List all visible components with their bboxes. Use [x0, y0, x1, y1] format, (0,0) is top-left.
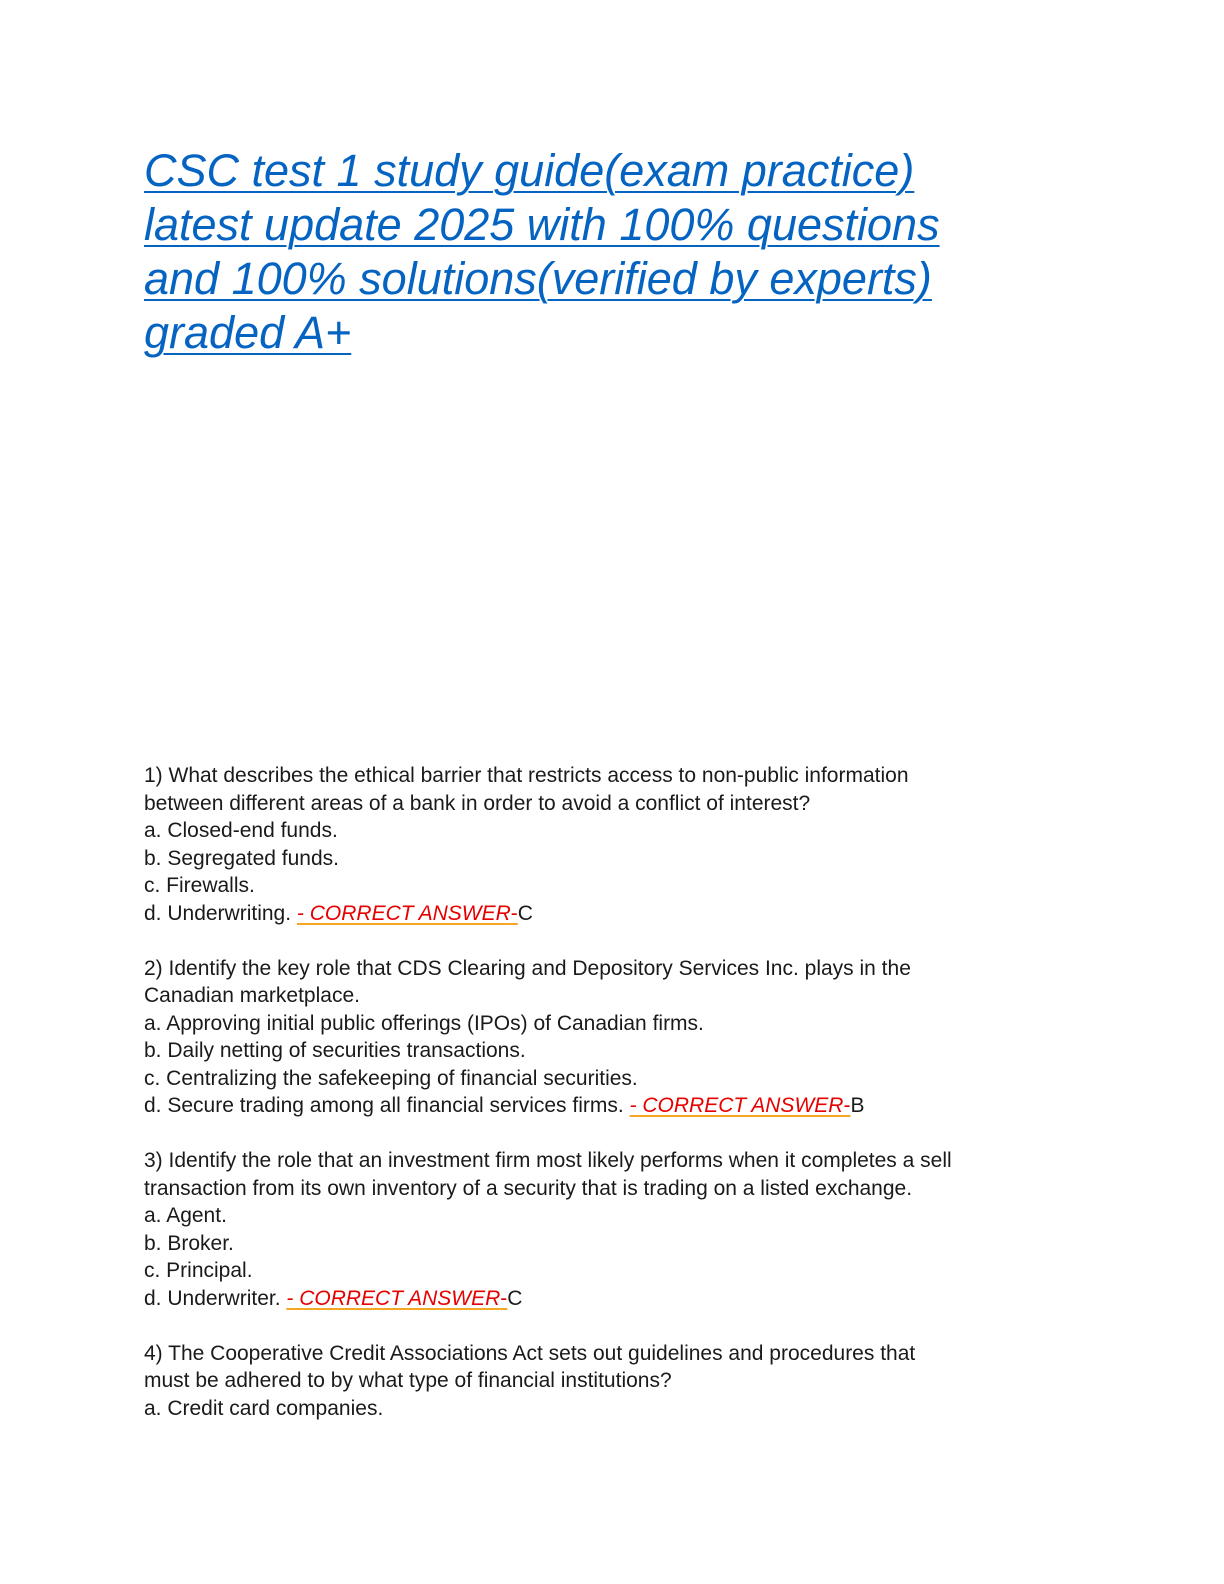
option-d: d. Secure trading among all financial services firms. — [144, 1094, 630, 1117]
correct-answer-dash: - — [843, 1094, 851, 1117]
question-text: 4) The Cooperative Credit Associations Act sets out guidelines and procedures that — [144, 1341, 916, 1365]
correct-answer-label: - CORRECT ANSWER — [629, 1094, 844, 1117]
question-1 — [144, 762, 1084, 927]
option-b: b. Daily netting of securities transactions. — [144, 1039, 526, 1062]
option-c: c. Centralizing the safekeeping of financial securities. — [144, 1066, 638, 1090]
question-text: Canadian marketplace. — [144, 984, 360, 1007]
answer-letter: C — [517, 901, 533, 925]
option-c: c. Firewalls. — [144, 874, 255, 897]
question-text: between different areas of a bank in order to avoid a conflict of interest? — [144, 791, 811, 815]
question-3 — [144, 1147, 1084, 1312]
answer-letter: C — [507, 1286, 523, 1310]
title-line: and 100% solutions(verified by experts) — [144, 253, 932, 304]
option-b: b. Segregated funds. — [144, 846, 339, 870]
question-text: 3) Identify the role that an investment firm most likely performs when it completes a sell — [144, 1149, 952, 1172]
option-d-line — [144, 1285, 1084, 1313]
question-text: must be adhered to by what type of financial institutions? — [144, 1369, 672, 1392]
option-d-line — [144, 1092, 1084, 1120]
option-b: b. Broker. — [144, 1231, 234, 1255]
option-a: a. Approving initial public offerings (IPOs) of Canadian firms. — [144, 1011, 704, 1035]
option-d: d. Underwriter. — [144, 1286, 287, 1310]
correct-answer-dash: - — [500, 1286, 508, 1310]
document-title[interactable] — [144, 144, 1044, 360]
correct-answer-label: - CORRECT ANSWER — [296, 901, 511, 925]
title-line: latest update 2025 with 100% questions — [144, 199, 940, 250]
questions-list — [144, 762, 1084, 1450]
answer-letter: B — [850, 1094, 865, 1117]
option-a: a. Credit card companies. — [144, 1396, 384, 1420]
option-a: a. Closed-end funds. — [144, 819, 338, 842]
correct-answer-label: - CORRECT ANSWER — [286, 1286, 501, 1310]
question-4 — [144, 1340, 1084, 1423]
question-text: 1) What describes the ethical barrier that restricts access to non-public information — [144, 764, 909, 787]
option-d-line — [144, 900, 1084, 928]
option-d: d. Underwriting. — [144, 901, 297, 925]
correct-answer-dash: - — [510, 901, 518, 925]
question-text: transaction from its own inventory of a security that is trading on a listed exchange. — [144, 1176, 913, 1200]
question-text: 2) Identify the key role that CDS Clearing and Depository Services Inc. plays in the — [144, 956, 911, 980]
option-a: a. Agent. — [144, 1204, 227, 1227]
title-line: graded A+ — [144, 307, 352, 358]
title-line: CSC test 1 study guide(exam practice) — [144, 145, 915, 196]
option-c: c. Principal. — [144, 1259, 253, 1282]
question-2 — [144, 955, 1084, 1120]
